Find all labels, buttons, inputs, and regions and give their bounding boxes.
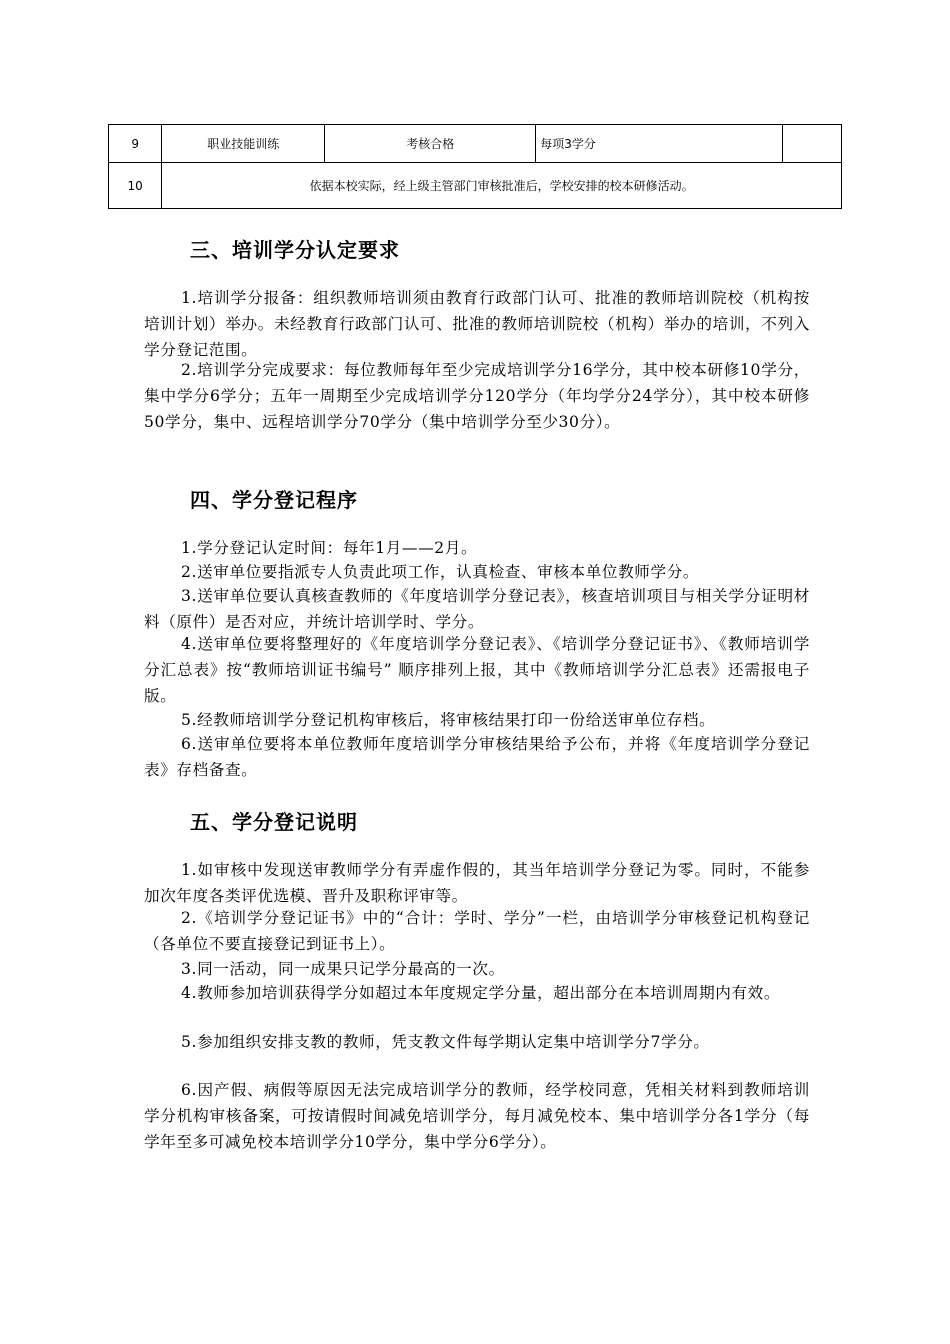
- training-item: 职业技能训练: [162, 125, 325, 163]
- row-content: 依据本校实际，经上级主管部门审核批准后，学校安排的校本研修活动。: [162, 163, 842, 209]
- credit-table: [108, 124, 842, 209]
- paragraph: 6.送审单位要将本单位教师年度培训学分审核结果给予公布，并将《年度培训学分登记表》存档备查。: [144, 735, 810, 779]
- table-row: [109, 125, 842, 163]
- paragraph: 4.教师参加培训获得学分如超过本年度规定学分量，超出部分在本培训周期内有效。: [181, 984, 781, 1002]
- paragraph: 4.送审单位要将整理好的《年度培训学分登记表》、《培训学分登记证书》、《教师培训学分汇总表》按“教师培训证书编号” 顺序排列上报，其中《教师培训学分汇总表》还需报电子版。: [144, 635, 810, 705]
- paragraph: 1.如审核中发现送审教师学分有弄虚作假的，其当年培训学分登记为零。同时，不能参加次年度各类评优选模、晋升及职称评审等。: [144, 861, 810, 905]
- paragraph: 2.《培训学分登记证书》中的“合计：学时、学分”一栏，由培训学分审核登记机构登记（各单位不要直接登记到证书上）。: [144, 909, 810, 953]
- credit-value: 每项3学分: [536, 125, 782, 163]
- assessment-requirement: 考核合格: [325, 125, 536, 163]
- paragraph: 5.参加组织安排支教的教师，凭支教文件每学期认定集中培训学分7学分。: [181, 1033, 710, 1051]
- paragraph: 1.培训学分报备：组织教师培训须由教育行政部门认可、批准的教师培训院校（机构按培训计划）举办。未经教育行政部门认可、批准的教师培训院校（机构）举办的培训，不列入学分登记范围。: [144, 289, 810, 359]
- paragraph: 6.因产假、病假等原因无法完成培训学分的教师，经学校同意，凭相关材料到教师培训学分机构审核备案，可按请假时间减免培训学分，每月减免校本、集中培训学分各1学分（每学年至多可减免校本培训学分10学分，集中学分6学分）。: [144, 1081, 810, 1151]
- paragraph: 1.学分登记认定时间：每年1月——2月。: [181, 539, 478, 557]
- paragraph: 3.送审单位要认真核查教师的《年度培训学分登记表》，核查培训项目与相关学分证明材料（原件）是否对应，并统计培训学时、学分。: [144, 587, 810, 631]
- table-row: [109, 163, 842, 209]
- paragraph: 3.同一活动，同一成果只记学分最高的一次。: [181, 960, 505, 978]
- paragraph: 5.经教师培训学分登记机构审核后，将审核结果打印一份给送审单位存档。: [181, 711, 716, 729]
- paragraph: 2.送审单位要指派专人负责此项工作，认真检查、审核本单位教师学分。: [181, 563, 700, 581]
- note-cell: [782, 125, 841, 163]
- paragraph: 2.培训学分完成要求：每位教师每年至少完成培训学分16学分，其中校本研修10学分，集中学分6学分；五年一周期至少完成培训学分120学分（年均学分24学分），其中校本研修50学分，集中、远程培训学分70学分（集中培训学分至少30分）。: [144, 361, 810, 431]
- row-number: 9: [109, 125, 162, 163]
- section-title: 三、培训学分认定要求: [190, 238, 400, 262]
- section-title: 四、学分登记程序: [190, 488, 358, 512]
- row-number: 10: [109, 163, 162, 209]
- section-title: 五、学分登记说明: [190, 810, 358, 834]
